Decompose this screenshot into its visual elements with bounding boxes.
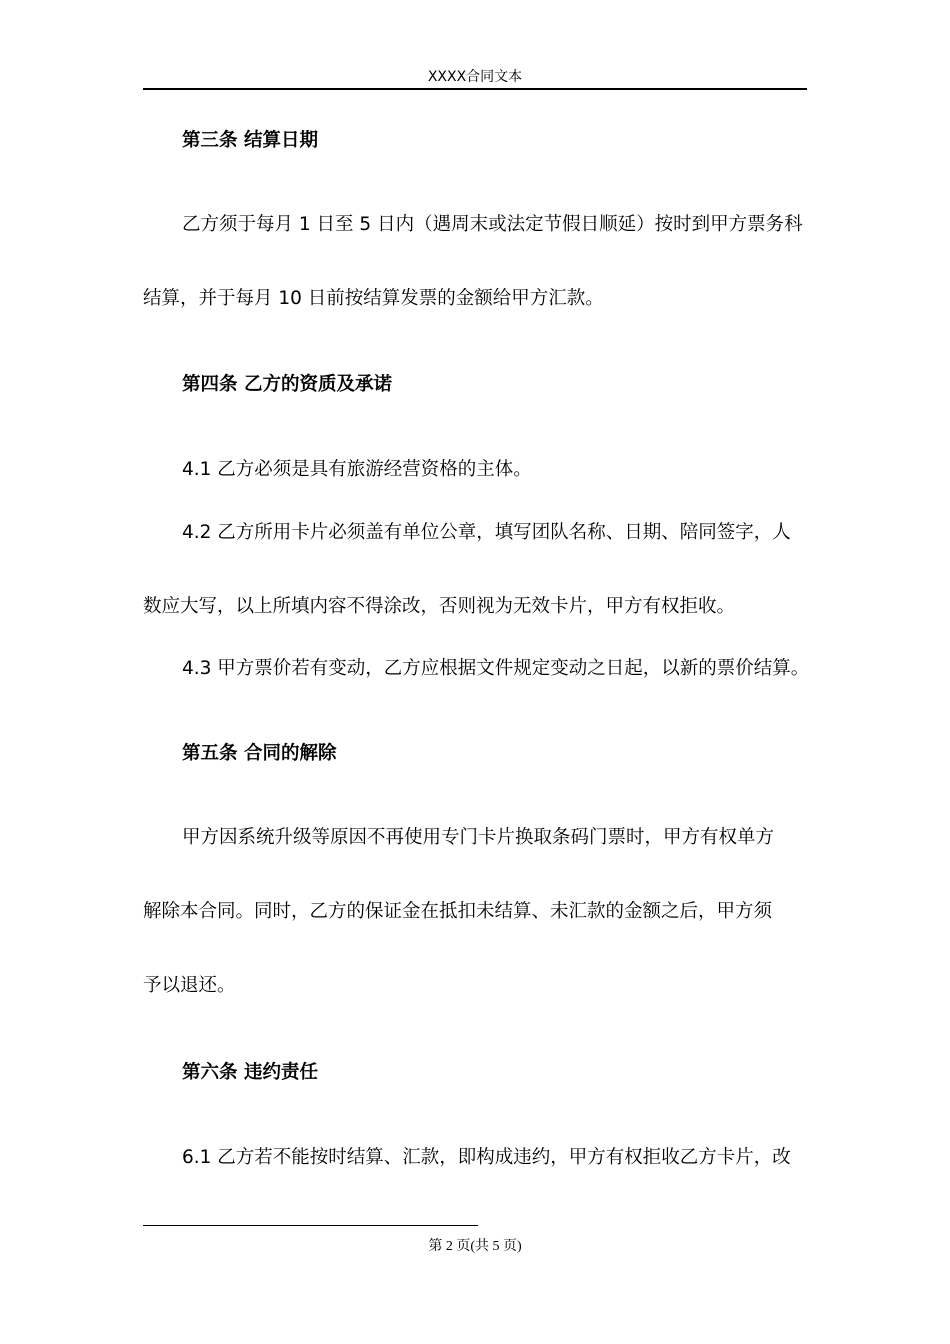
article-4-item-2	[143, 496, 813, 644]
page-number: 第 2 页(共 5 页)	[428, 1239, 522, 1254]
article-6-item-1-line-1: 6.1 乙方若不能按时结算、汇款，即构成违约，甲方有权拒收乙方卡片，改	[182, 1147, 791, 1168]
article-4-item-2-line-1: 4.2 乙方所用卡片必须盖有单位公章，填写团队名称、日期、陪同签字，人	[182, 522, 791, 543]
page-header: XXXX合同文本	[427, 69, 523, 85]
article-5-line-3: 予以退还。	[143, 975, 236, 996]
article-4-item-3: 4.3 甲方票价若有变动，乙方应根据文件规定变动之日起，以新的票价结算。	[182, 658, 810, 679]
header-divider	[143, 88, 807, 90]
footnote-divider	[143, 1225, 478, 1226]
article-6-body	[143, 1121, 813, 1195]
article-4-item-1: 4.1 乙方必须是具有旅游经营资格的主体。	[182, 459, 532, 480]
article-4-item-2-line-2: 数应大写，以上所填内容不得涂改，否则视为无效卡片，甲方有权拒收。	[143, 596, 736, 617]
article-6-heading: 第六条 违约责任	[182, 1062, 318, 1083]
article-3-body	[143, 188, 813, 336]
article-3-line-1: 乙方须于每月 1 日至 5 日内（遇周末或法定节假日顺延）按时到甲方票务科	[182, 214, 803, 235]
article-5-line-2: 解除本合同。同时，乙方的保证金在抵扣未结算、未汇款的金额之后，甲方须	[143, 901, 773, 922]
article-5-heading: 第五条 合同的解除	[182, 743, 337, 764]
article-5-line-1: 甲方因系统升级等原因不再使用专门卡片换取条码门票时，甲方有权单方	[182, 827, 775, 848]
article-4-heading: 第四条 乙方的资质及承诺	[182, 374, 392, 395]
article-5-body	[143, 801, 813, 1023]
article-3-line-2: 结算，并于每月 10 日前按结算发票的金额给甲方汇款。	[143, 288, 604, 309]
article-3-heading: 第三条 结算日期	[182, 130, 318, 151]
